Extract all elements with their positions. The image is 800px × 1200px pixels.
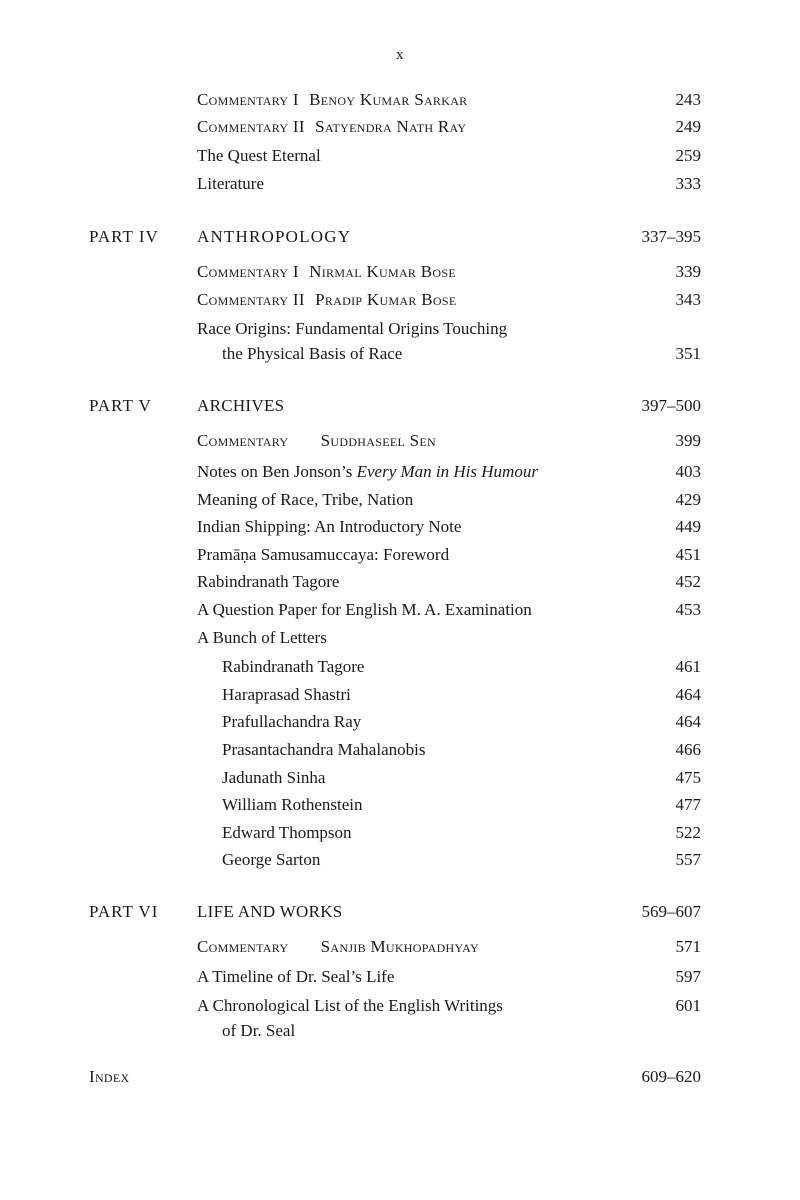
entry-label: Commentary I — [197, 262, 299, 281]
entry-title-italic: Every Man in His Humour — [356, 462, 538, 481]
page-number: 243 — [675, 90, 701, 109]
toc-entry-literature: Literature — [197, 174, 265, 193]
toc-subentry: George Sarton — [222, 850, 321, 869]
toc-subentry: Prasantachandra Mahalanobis — [222, 740, 426, 759]
toc-subentry: Rabindranath Tagore — [222, 657, 365, 676]
entry-label: Commentary II — [197, 290, 305, 309]
page-number: 451 — [675, 545, 701, 564]
entry-author: Pradip Kumar Bose — [315, 290, 457, 309]
page-number: 464 — [675, 712, 701, 731]
toc-subentry: Haraprasad Shastri — [222, 685, 351, 704]
part-title: ANTHROPOLOGY — [197, 227, 352, 246]
part-page-range: 337–395 — [641, 227, 701, 246]
toc-entry-chronological-list-cont: of Dr. Seal — [222, 1021, 296, 1040]
page-number: 466 — [675, 740, 701, 759]
index-page-range: 609–620 — [641, 1067, 701, 1086]
part-label: PART IV — [89, 227, 159, 246]
toc-entry-chronological-list: A Chronological List of the English Writings — [197, 996, 503, 1015]
page-number: 477 — [675, 795, 701, 814]
part-title: ARCHIVES — [197, 396, 285, 415]
entry-label: Commentary — [197, 431, 289, 450]
entry-author: Satyendra Nath Ray — [315, 117, 467, 136]
page-number: 522 — [675, 823, 701, 842]
entry-author: Suddhaseel Sen — [320, 431, 436, 450]
page-folio: x — [396, 47, 404, 63]
toc-entry-commentary-ray — [197, 117, 466, 137]
toc-entry-bunch-of-letters: A Bunch of Letters — [197, 628, 327, 647]
part-label: PART V — [89, 396, 152, 415]
toc-subentry: Prafullachandra Ray — [222, 712, 362, 731]
page-number: 452 — [675, 572, 701, 591]
part-page-range: 569–607 — [641, 902, 701, 921]
page-number: 249 — [675, 117, 701, 136]
toc-entry-commentary-mukhopadhyay — [197, 937, 479, 957]
entry-label: Commentary I — [197, 90, 299, 109]
page-number: 597 — [675, 967, 701, 986]
toc-subentry: Edward Thompson — [222, 823, 352, 842]
page-number: 429 — [675, 490, 701, 509]
page-number: 343 — [675, 290, 701, 309]
entry-author: Sanjib Mukhopadhyay — [320, 937, 479, 956]
entry-label: Commentary — [197, 937, 289, 956]
toc-entry: Meaning of Race, Tribe, Nation — [197, 490, 414, 509]
page-number: 601 — [675, 996, 701, 1015]
toc-entry-commentary-sen — [197, 431, 436, 451]
page-number: 339 — [675, 262, 701, 281]
toc-entry-notes-ben-jonson — [197, 462, 538, 482]
page-number: 453 — [675, 600, 701, 619]
page-number: 475 — [675, 768, 701, 787]
toc-entry-race-origins: Race Origins: Fundamental Origins Touching — [197, 319, 508, 338]
part-page-range: 397–500 — [641, 396, 701, 415]
entry-author: Nirmal Kumar Bose — [309, 262, 456, 281]
part-label: PART VI — [89, 902, 159, 921]
page-number: 399 — [675, 431, 701, 450]
toc-entry-quest-eternal: The Quest Eternal — [197, 146, 321, 165]
toc-entry-race-origins-cont: the Physical Basis of Race — [222, 344, 403, 363]
toc-entry: Indian Shipping: An Introductory Note — [197, 517, 462, 536]
toc-entry: Pramāṇa Samusamuccaya: Foreword — [197, 545, 450, 564]
toc-entry-commentary-sarkar — [197, 90, 467, 110]
entry-title-prefix: Notes on Ben Jonson’s — [197, 462, 357, 481]
page-number: 259 — [675, 146, 701, 165]
toc-entry: Rabindranath Tagore — [197, 572, 340, 591]
toc-entry: A Question Paper for English M. A. Examination — [197, 600, 532, 619]
page-number: 333 — [675, 174, 701, 193]
toc-entry-commentary-pk-bose — [197, 290, 456, 310]
page-number: 571 — [675, 937, 701, 956]
page-number: 449 — [675, 517, 701, 536]
page-number: 351 — [675, 344, 701, 363]
page-number: 464 — [675, 685, 701, 704]
entry-label: Commentary II — [197, 117, 305, 136]
toc-subentry: William Rothenstein — [222, 795, 363, 814]
page-number: 403 — [675, 462, 701, 481]
index-label: Index — [89, 1067, 130, 1086]
part-title: LIFE AND WORKS — [197, 902, 343, 921]
entry-author: Benoy Kumar Sarkar — [309, 90, 468, 109]
toc-entry-commentary-nk-bose — [197, 262, 456, 282]
page-number: 461 — [675, 657, 701, 676]
page-number: 557 — [675, 850, 701, 869]
toc-subentry: Jadunath Sinha — [222, 768, 326, 787]
toc-entry-timeline: A Timeline of Dr. Seal’s Life — [197, 967, 395, 986]
